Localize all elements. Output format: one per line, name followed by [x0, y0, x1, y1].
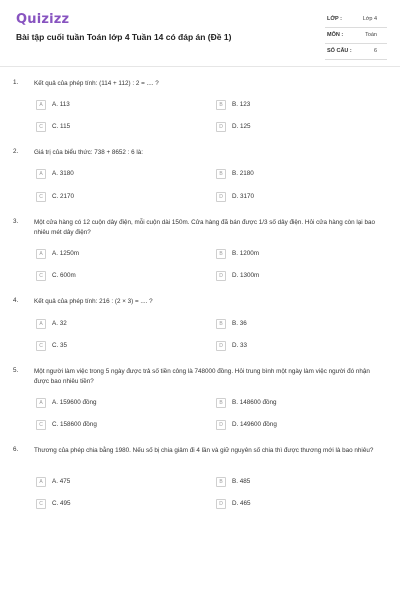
option-letter-box: C: [36, 420, 46, 430]
option-text: B. 485: [232, 478, 251, 485]
option-text: C. 495: [52, 500, 71, 507]
option-text: C. 2170: [52, 193, 75, 200]
option-letter-box: A: [36, 319, 46, 329]
question-text: Giá trị của biểu thức: 738 + 8652 : 6 là:: [34, 149, 144, 156]
question-number: 3.: [13, 218, 19, 225]
option-text: D. 465: [232, 500, 251, 507]
meta-label: SỐ CÂU :: [327, 48, 352, 54]
option-letter-box: C: [36, 499, 46, 509]
question-number: 6.: [13, 446, 19, 453]
option-letter-box: B: [216, 169, 226, 179]
question-text: Kết quả của phép tính: 216 : (2 × 3) = .... ?: [34, 298, 153, 305]
option-text: C. 600m: [52, 272, 76, 279]
option-text: D. 1300m: [232, 272, 260, 279]
meta-row-question-count: [325, 44, 387, 60]
option-letter-box: C: [36, 271, 46, 281]
question-number: 4.: [13, 297, 19, 304]
option-text: D. 33: [232, 342, 248, 349]
option-text: D. 3170: [232, 193, 255, 200]
option-text: D. 125: [232, 123, 251, 130]
option-letter-box: C: [36, 341, 46, 351]
question-number: 2.: [13, 148, 19, 155]
meta-label: MÔN :: [327, 32, 344, 38]
option-text: B. 123: [232, 101, 251, 108]
option-text: B. 148600 đồng: [232, 399, 277, 406]
meta-value: Toán: [365, 32, 377, 38]
header-divider: [0, 66, 400, 67]
option-letter-box: D: [216, 271, 226, 281]
option-text: A. 1250m: [52, 250, 79, 257]
option-letter-box: A: [36, 100, 46, 110]
option-text: A. 113: [52, 101, 70, 108]
option-text: D. 149600 đồng: [232, 421, 277, 428]
option-text: C. 115: [52, 123, 71, 130]
question-number: 1.: [13, 79, 19, 86]
option-letter-box: D: [216, 420, 226, 430]
option-text: C. 158600 đồng: [52, 421, 97, 428]
option-text: A. 3180: [52, 170, 74, 177]
option-text: C. 35: [52, 342, 68, 349]
option-letter-box: D: [216, 122, 226, 132]
option-text: A. 475: [52, 478, 71, 485]
option-letter-box: A: [36, 477, 46, 487]
question-text: Thương của phép chia bằng 1980. Nếu số bị chia giảm đi 4 lần và giữ nguyên số chia thì được thương mới là bao nhiêu?: [34, 447, 374, 454]
question-number: 5.: [13, 367, 19, 374]
option-letter-box: B: [216, 249, 226, 259]
option-letter-box: B: [216, 477, 226, 487]
quizizz-logo: Quizizz: [16, 12, 70, 27]
option-text: B. 2180: [232, 170, 254, 177]
meta-value: Lớp 4: [362, 16, 377, 22]
option-text: A. 32: [52, 320, 67, 327]
option-letter-box: C: [36, 122, 46, 132]
option-text: B. 36: [232, 320, 247, 327]
option-letter-box: C: [36, 192, 46, 202]
worksheet-title: Bài tập cuối tuần Toán lớp 4 Tuần 14 có đáp án (Đề 1): [16, 32, 232, 42]
option-letter-box: A: [36, 169, 46, 179]
option-letter-box: B: [216, 319, 226, 329]
worksheet-meta-table: [325, 12, 387, 60]
meta-row-class: [325, 12, 387, 28]
meta-label: LỚP :: [327, 16, 342, 22]
question-text: Kết quả của phép tính: (114 + 112) : 2 = .... ?: [34, 80, 159, 87]
option-letter-box: B: [216, 100, 226, 110]
option-text: B. 1200m: [232, 250, 259, 257]
worksheet-header: [0, 0, 400, 64]
question-text: Một cửa hàng có 12 cuộn dây điện, mỗi cuộn dài 150m. Cửa hàng đã bán được 1/3 số dây điện. Hỏi cửa hàng còn lại bao nhiêu mét dây điện?: [34, 219, 375, 236]
option-letter-box: D: [216, 192, 226, 202]
option-letter-box: D: [216, 499, 226, 509]
option-letter-box: D: [216, 341, 226, 351]
question-text: Một người làm việc trong 5 ngày được trả số tiền công là 748000 đồng. Hỏi trung bình một ngày làm việc người đó nhận được bao nhiêu tiền?: [34, 368, 370, 385]
meta-row-subject: [325, 28, 387, 44]
option-letter-box: A: [36, 398, 46, 408]
option-text: A. 159600 đồng: [52, 399, 97, 406]
option-letter-box: A: [36, 249, 46, 259]
meta-value: 6: [373, 48, 377, 54]
option-letter-box: B: [216, 398, 226, 408]
